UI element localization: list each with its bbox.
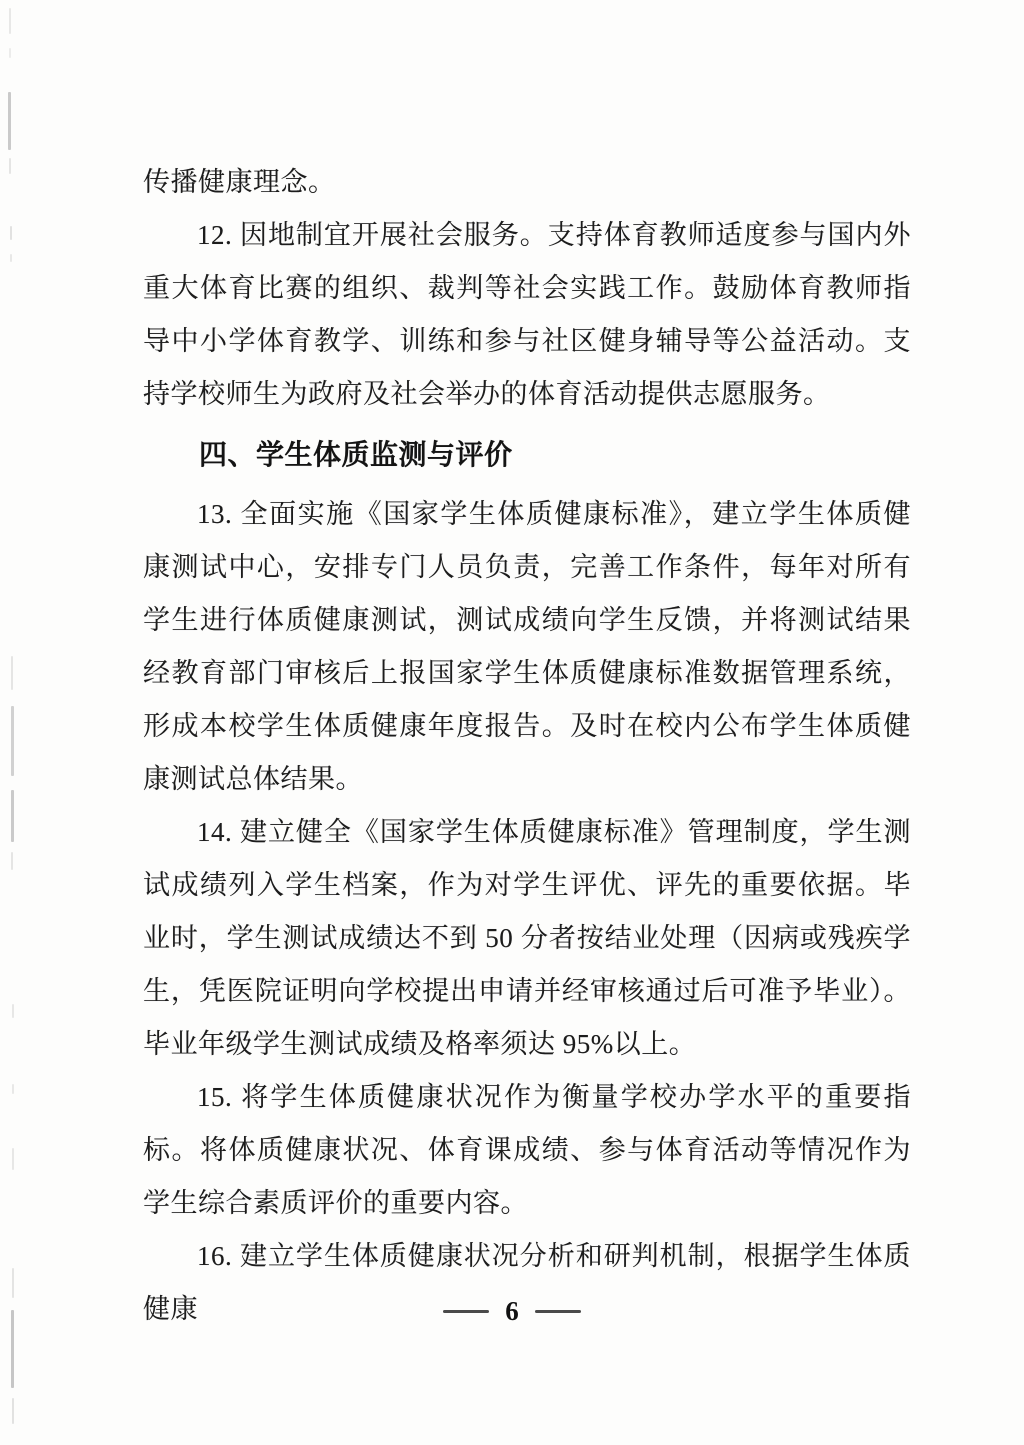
paragraph-item-14: 14. 建立健全《国家学生体质健康标准》管理制度，学生测试成绩列入学生档案，作为对学生评优、评先的重要依据。毕业时，学生测试成绩达不到 50 分者按结业处理（因病或残疾学生，凭医院证明向学校提出申请并经审核通过后可准予毕业）。毕业年级学生测试成绩及格率须达 95%以上。 xyxy=(143,817,911,1059)
paragraph-item-13: 13. 全面实施《国家学生体质健康标准》，建立学生体质健康测试中心，安排专门人员负责，完善工作条件，每年对所有学生进行体质健康测试，测试成绩向学生反馈，并将测试结果经教育部门审核后上报国家学生体质健康标准数据管理系统，形成本校学生体质健康年度报告。及时在校内公布学生体质健康测试总体结果。 xyxy=(143,499,911,794)
scan-artifact xyxy=(8,92,11,150)
scan-artifact xyxy=(12,1004,14,1018)
footer-dash-right xyxy=(535,1310,581,1313)
scan-artifact xyxy=(10,226,12,240)
page-number: 6 xyxy=(505,1296,519,1326)
footer-dash-left xyxy=(443,1310,489,1313)
paragraph-continued-from-previous-page: 传播健康理念。 xyxy=(143,167,336,197)
scan-artifact xyxy=(9,158,11,174)
page-footer xyxy=(0,1296,1024,1326)
scan-artifact xyxy=(11,706,14,776)
scan-artifact xyxy=(11,852,13,870)
scan-artifact xyxy=(9,48,11,58)
paragraph-item-16: 16. 建立学生体质健康状况分析和研判机制，根据学生体质健康 xyxy=(143,1241,911,1324)
section-heading-student-fitness-monitoring: 四、学生体质监测与评价 xyxy=(199,439,513,470)
scan-artifact xyxy=(12,1084,14,1094)
scan-artifact xyxy=(12,1398,14,1424)
paragraph-item-15: 15. 将学生体质健康状况作为衡量学校办学水平的重要指标。将体质健康状况、体育课成绩、参与体育活动等情况作为学生综合素质评价的重要内容。 xyxy=(143,1082,911,1218)
scan-artifact xyxy=(10,254,12,262)
document-body xyxy=(143,156,911,1336)
paragraph-item-12: 12. 因地制宜开展社会服务。支持体育教师适度参与国内外重大体育比赛的组织、裁判等社会实践工作。鼓励体育教师指导中小学体育教学、训练和参与社区健身辅导等公益活动。支持学校师生为政府及社会举办的体育活动提供志愿服务。 xyxy=(143,220,911,409)
scan-artifact xyxy=(11,656,13,690)
scan-artifact xyxy=(12,1268,14,1298)
scan-artifact xyxy=(9,8,11,34)
scan-artifact xyxy=(11,790,14,842)
scan-artifact xyxy=(12,1148,14,1170)
